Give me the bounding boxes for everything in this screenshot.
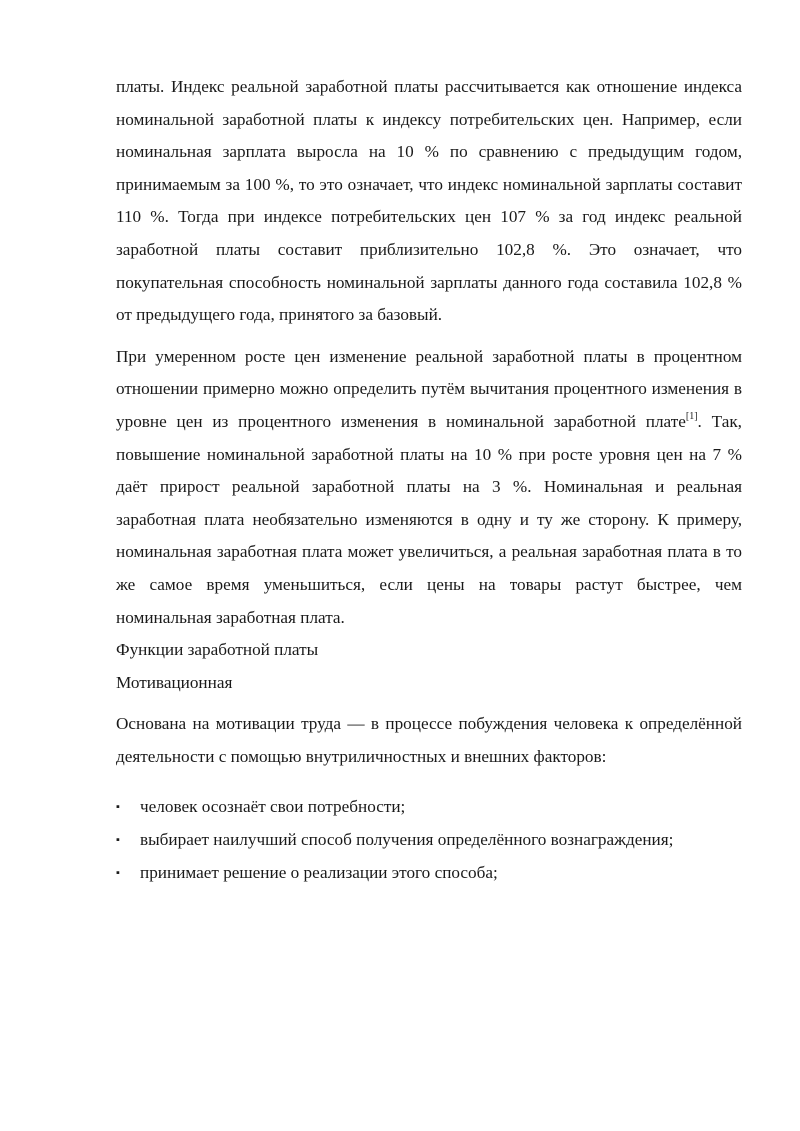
bullet-square-icon: ▪ xyxy=(116,866,120,879)
motivation-steps-list xyxy=(116,791,742,889)
section-heading-wage-functions: Функции заработной платы xyxy=(116,640,319,660)
paragraph-price-growth-text-b: . Так, повышение номинальной заработной платы на 10 % при росте уровня цен на 7 % даёт прирост реальной заработной платы на 3 %. Номинальная и реальная заработная плата необязательно изменяются в одну и ту же сторону. К примеру, номинальная заработная плата может увеличиться, а реальная заработная плата в то же самое время уменьшиться, если цены на товары растут быстрее, чем номинальная заработная плата. xyxy=(116,411,742,627)
footnote-reference-link[interactable]: [1] xyxy=(685,411,698,423)
paragraph-real-wage-index: платы. Индекс реальной заработной платы рассчитывается как отношение индекса номинальной заработной платы к индексу потребительских цен. Например, если номинальная зарплата выросла на 10 % по сравнению с предыдущим годом, принимаемым за 100 %, то это означает, что индекс номинальной зарплаты составит 110 %. Тогда при индексе потребительских цен 107 % за год индекс реальной заработной платы составит приблизительно 102,8 %. Это означает, что покупательная способность номинальной зарплаты данного года составила 102,8 % от предыдущего года, принятого за базовый. xyxy=(116,77,742,325)
list-item-text: выбирает наилучший способ получения определённого вознаграждения; xyxy=(140,830,674,850)
paragraph-price-growth xyxy=(116,341,742,634)
bullet-square-icon: ▪ xyxy=(116,834,120,847)
list-item xyxy=(116,857,742,890)
list-item-text: человек осознаёт свои потребности; xyxy=(140,797,406,817)
paragraph-motivation: Основана на мотивации труда — в процессе побуждения человека к определённой деятельности с помощью внутриличностных и внешних факторов: xyxy=(116,714,742,766)
list-item xyxy=(116,824,742,857)
paragraph-price-growth-text-a: При умеренном росте цен изменение реальной заработной платы в процентном отношении примерно можно определить путём вычитания процентного изменения в уровне цен из процентного изменения в номинальной заработной плате xyxy=(116,346,742,431)
list-item xyxy=(116,791,742,824)
document-page xyxy=(116,71,742,889)
bullet-square-icon: ▪ xyxy=(116,801,120,814)
subsection-heading-motivational: Мотивационная xyxy=(116,672,233,692)
list-item-text: принимает решение о реализации этого способа; xyxy=(140,862,498,882)
